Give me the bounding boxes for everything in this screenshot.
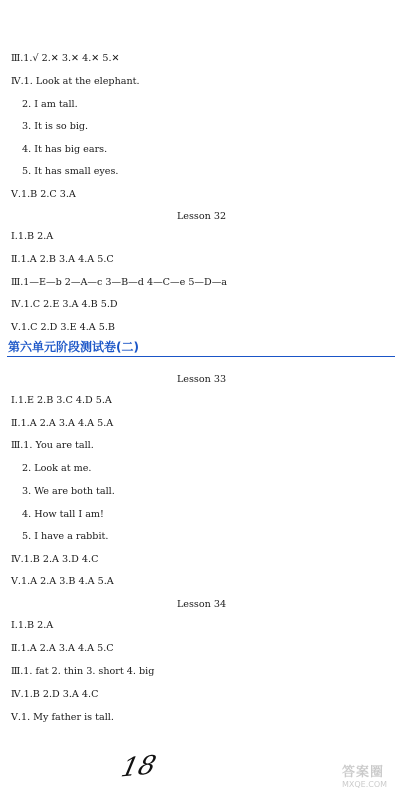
answer-line: Ⅳ.1. Look at the elephant.	[11, 76, 140, 87]
answer-line: Ⅲ.1. fat 2. thin 3. short 4. big	[11, 666, 155, 677]
answer-line: Ⅱ.1.A 2.A 3.A 4.A 5.A	[11, 418, 114, 429]
answer-line: Ⅴ.1. My father is tall.	[11, 712, 114, 723]
answer-line: 3. It is so big.	[22, 121, 89, 132]
watermark-logo	[342, 761, 400, 797]
answer-line: 2. Look at me.	[22, 463, 92, 474]
lesson-heading: Lesson 33	[176, 374, 227, 385]
answer-line: Ⅱ.1.A 2.B 3.A 4.A 5.C	[11, 254, 114, 265]
section-title: 第六单元阶段测试卷(二)	[8, 340, 139, 354]
watermark-url: MXQE.COM	[342, 780, 388, 789]
answer-line: Ⅳ.1.B 2.D 3.A 4.C	[11, 689, 99, 700]
answer-line: 5. I have a rabbit.	[22, 531, 109, 542]
answer-line: 4. It has big ears.	[22, 144, 108, 155]
answer-line: Ⅰ.1.B 2.A	[11, 620, 54, 631]
lesson-heading: Lesson 32	[176, 211, 227, 222]
answer-line: Ⅱ.1.A 2.A 3.A 4.A 5.C	[11, 643, 114, 654]
answer-line: Ⅲ.1.√ 2.✕ 3.✕ 4.✕ 5.✕	[11, 53, 120, 64]
answer-line: Ⅳ.1.C 2.E 3.A 4.B 5.D	[11, 299, 118, 310]
answer-line: Ⅲ.1—E—b 2—A—c 3—B—d 4—C—e 5—D—a	[11, 277, 228, 288]
answer-line: 4. How tall I am!	[22, 509, 104, 520]
answer-line: Ⅴ.1.C 2.D 3.E 4.A 5.B	[11, 322, 115, 333]
answer-line: Ⅴ.1.A 2.A 3.B 4.A 5.A	[11, 576, 114, 587]
answer-line: Ⅴ.1.B 2.C 3.A	[11, 189, 76, 200]
answer-line: 3. We are both tall.	[22, 486, 115, 497]
lesson-heading: Lesson 34	[176, 599, 227, 610]
answer-line: 5. It has small eyes.	[22, 166, 119, 177]
section-divider	[7, 356, 395, 357]
watermark-text: 答案圈	[342, 765, 385, 780]
answer-line: Ⅰ.1.B 2.A	[11, 231, 54, 242]
answer-line: 2. I am tall.	[22, 99, 78, 110]
page-number: 18	[118, 750, 159, 784]
answer-line: Ⅳ.1.B 2.A 3.D 4.C	[11, 554, 99, 565]
answer-line: Ⅰ.1.E 2.B 3.C 4.D 5.A	[11, 395, 112, 406]
answer-line: Ⅲ.1. You are tall.	[11, 440, 94, 451]
